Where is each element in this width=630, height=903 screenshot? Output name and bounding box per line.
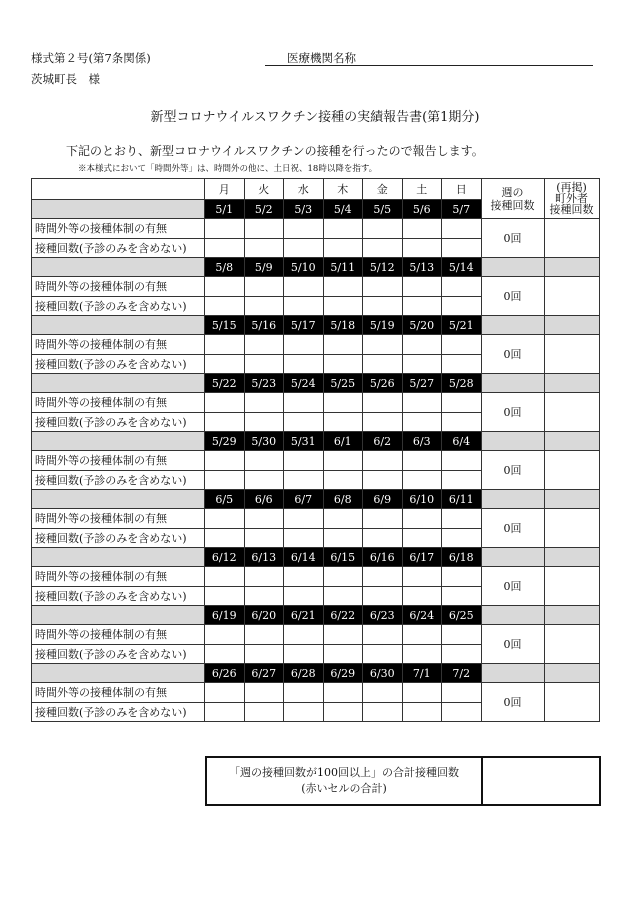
date-cell: 5/21 bbox=[442, 316, 482, 335]
after-hours-cell[interactable] bbox=[363, 451, 403, 471]
count-cell[interactable] bbox=[442, 528, 482, 548]
count-cell[interactable] bbox=[244, 412, 284, 432]
after-hours-label: 時間外等の接種体制の有無 bbox=[32, 683, 205, 703]
count-cell[interactable] bbox=[284, 296, 324, 316]
date-cell: 6/29 bbox=[323, 664, 363, 683]
count-cell[interactable] bbox=[402, 644, 442, 664]
week-total-cell: 0回 bbox=[481, 509, 544, 548]
after-hours-cell[interactable] bbox=[244, 219, 284, 239]
date-cell: 6/6 bbox=[244, 490, 284, 509]
count-cell[interactable] bbox=[284, 644, 324, 664]
count-cell[interactable] bbox=[205, 586, 245, 606]
after-hours-cell[interactable] bbox=[363, 335, 403, 355]
after-hours-cell[interactable] bbox=[244, 335, 284, 355]
shaded-cell bbox=[481, 490, 544, 509]
after-hours-cell[interactable] bbox=[323, 625, 363, 645]
count-cell[interactable] bbox=[244, 354, 284, 374]
note-text: ※本様式において「時間外等」は、時間外の他に、土日祝、18時以降を指す。 bbox=[78, 164, 378, 174]
week-count-header bbox=[481, 179, 544, 219]
form-number: 様式第２号(第7条関係) bbox=[31, 51, 151, 65]
count-label: 接種回数(予診のみを含めない) bbox=[32, 586, 205, 606]
count-cell[interactable] bbox=[244, 586, 284, 606]
shaded-cell bbox=[481, 606, 544, 625]
outside-town-count-cell[interactable] bbox=[544, 683, 599, 722]
count-cell[interactable] bbox=[402, 296, 442, 316]
shaded-cell bbox=[32, 316, 205, 335]
shaded-cell bbox=[32, 664, 205, 683]
week-count-header-line: 週の bbox=[501, 185, 524, 199]
count-cell[interactable] bbox=[402, 470, 442, 490]
after-hours-cell[interactable] bbox=[284, 277, 324, 297]
count-cell[interactable] bbox=[442, 238, 482, 258]
day-header: 水 bbox=[284, 179, 324, 200]
date-cell: 6/7 bbox=[284, 490, 324, 509]
date-cell: 5/31 bbox=[284, 432, 324, 451]
week-count-header-line: 接種回数 bbox=[490, 198, 535, 212]
after-hours-cell[interactable] bbox=[205, 393, 245, 413]
after-hours-label: 時間外等の接種体制の有無 bbox=[32, 509, 205, 529]
date-row bbox=[32, 258, 600, 277]
date-cell: 6/4 bbox=[442, 432, 482, 451]
after-hours-cell[interactable] bbox=[244, 393, 284, 413]
date-cell: 5/8 bbox=[205, 258, 245, 277]
after-hours-cell[interactable] bbox=[284, 683, 324, 703]
count-cell[interactable] bbox=[442, 354, 482, 374]
after-hours-cell[interactable] bbox=[284, 625, 324, 645]
after-hours-cell[interactable] bbox=[363, 683, 403, 703]
shaded-cell bbox=[32, 432, 205, 451]
date-cell: 6/11 bbox=[442, 490, 482, 509]
shaded-cell bbox=[32, 606, 205, 625]
count-label: 接種回数(予診のみを含めない) bbox=[32, 238, 205, 258]
day-header: 火 bbox=[244, 179, 284, 200]
date-cell: 5/30 bbox=[244, 432, 284, 451]
after-hours-cell[interactable] bbox=[284, 335, 324, 355]
count-cell[interactable] bbox=[363, 412, 403, 432]
week-total-cell: 0回 bbox=[481, 625, 544, 664]
count-cell[interactable] bbox=[323, 354, 363, 374]
day-header: 土 bbox=[402, 179, 442, 200]
day-header: 木 bbox=[323, 179, 363, 200]
date-cell: 6/10 bbox=[402, 490, 442, 509]
date-cell: 5/11 bbox=[323, 258, 363, 277]
after-hours-cell[interactable] bbox=[284, 451, 324, 471]
count-cell[interactable] bbox=[442, 296, 482, 316]
date-cell: 5/29 bbox=[205, 432, 245, 451]
outside-town-header-line: 接種回数 bbox=[549, 203, 594, 216]
week-total-cell: 0回 bbox=[481, 683, 544, 722]
count-cell[interactable] bbox=[402, 354, 442, 374]
count-cell[interactable] bbox=[205, 702, 245, 722]
count-cell[interactable] bbox=[402, 586, 442, 606]
after-hours-cell[interactable] bbox=[442, 277, 482, 297]
date-cell: 6/30 bbox=[363, 664, 403, 683]
after-hours-cell[interactable] bbox=[402, 219, 442, 239]
shaded-cell bbox=[481, 548, 544, 567]
date-cell: 5/3 bbox=[284, 200, 324, 219]
day-header: 金 bbox=[363, 179, 403, 200]
after-hours-cell[interactable] bbox=[244, 683, 284, 703]
count-label: 接種回数(予診のみを含めない) bbox=[32, 470, 205, 490]
date-cell: 6/26 bbox=[205, 664, 245, 683]
after-hours-label: 時間外等の接種体制の有無 bbox=[32, 625, 205, 645]
after-hours-cell[interactable] bbox=[442, 567, 482, 587]
shaded-cell bbox=[481, 258, 544, 277]
date-row bbox=[32, 316, 600, 335]
count-cell[interactable] bbox=[244, 644, 284, 664]
date-cell: 5/24 bbox=[284, 374, 324, 393]
after-hours-cell[interactable] bbox=[323, 219, 363, 239]
after-hours-cell[interactable] bbox=[442, 683, 482, 703]
after-hours-cell[interactable] bbox=[244, 277, 284, 297]
after-hours-cell[interactable] bbox=[323, 683, 363, 703]
shaded-cell bbox=[544, 316, 599, 335]
after-hours-cell[interactable] bbox=[363, 277, 403, 297]
after-hours-row bbox=[32, 393, 600, 413]
after-hours-cell[interactable] bbox=[442, 451, 482, 471]
count-cell[interactable] bbox=[323, 702, 363, 722]
date-cell: 5/4 bbox=[323, 200, 363, 219]
shaded-cell bbox=[32, 200, 205, 219]
count-cell[interactable] bbox=[205, 470, 245, 490]
count-cell[interactable] bbox=[323, 586, 363, 606]
shaded-cell bbox=[544, 664, 599, 683]
after-hours-cell[interactable] bbox=[205, 625, 245, 645]
date-cell: 5/2 bbox=[244, 200, 284, 219]
header-row bbox=[32, 179, 600, 200]
date-cell: 6/9 bbox=[363, 490, 403, 509]
count-label: 接種回数(予診のみを含めない) bbox=[32, 412, 205, 432]
shaded-cell bbox=[32, 490, 205, 509]
after-hours-cell[interactable] bbox=[205, 509, 245, 529]
after-hours-cell[interactable] bbox=[284, 509, 324, 529]
date-cell: 6/28 bbox=[284, 664, 324, 683]
count-cell[interactable] bbox=[284, 702, 324, 722]
count-cell[interactable] bbox=[205, 644, 245, 664]
after-hours-cell[interactable] bbox=[402, 683, 442, 703]
after-hours-cell[interactable] bbox=[442, 393, 482, 413]
date-cell: 5/18 bbox=[323, 316, 363, 335]
after-hours-cell[interactable] bbox=[442, 219, 482, 239]
date-cell: 6/2 bbox=[363, 432, 403, 451]
date-cell: 6/22 bbox=[323, 606, 363, 625]
date-row bbox=[32, 374, 600, 393]
count-cell[interactable] bbox=[205, 528, 245, 548]
after-hours-cell[interactable] bbox=[442, 625, 482, 645]
outside-town-count-cell[interactable] bbox=[544, 335, 599, 374]
after-hours-label: 時間外等の接種体制の有無 bbox=[32, 277, 205, 297]
date-cell: 6/5 bbox=[205, 490, 245, 509]
after-hours-row bbox=[32, 335, 600, 355]
day-header: 月 bbox=[205, 179, 245, 200]
count-cell[interactable] bbox=[402, 528, 442, 548]
intro-text: 下記のとおり、新型コロナウイルスワクチンの接種を行ったので報告します。 bbox=[66, 144, 484, 158]
outside-town-count-cell[interactable] bbox=[544, 509, 599, 548]
after-hours-cell[interactable] bbox=[205, 683, 245, 703]
after-hours-cell[interactable] bbox=[205, 277, 245, 297]
date-cell: 5/1 bbox=[205, 200, 245, 219]
shaded-cell bbox=[481, 316, 544, 335]
shaded-cell bbox=[32, 374, 205, 393]
count-cell[interactable] bbox=[284, 528, 324, 548]
count-cell[interactable] bbox=[363, 702, 403, 722]
date-cell: 6/23 bbox=[363, 606, 403, 625]
count-cell[interactable] bbox=[363, 528, 403, 548]
count-cell[interactable] bbox=[323, 644, 363, 664]
outside-town-count-cell[interactable] bbox=[544, 393, 599, 432]
date-cell: 5/13 bbox=[402, 258, 442, 277]
after-hours-cell[interactable] bbox=[244, 451, 284, 471]
after-hours-cell[interactable] bbox=[323, 335, 363, 355]
date-cell: 6/12 bbox=[205, 548, 245, 567]
after-hours-label: 時間外等の接種体制の有無 bbox=[32, 567, 205, 587]
outside-town-header-line: 町外者 bbox=[555, 192, 588, 205]
count-cell[interactable] bbox=[205, 238, 245, 258]
date-cell: 5/28 bbox=[442, 374, 482, 393]
institution-name-field[interactable] bbox=[265, 50, 593, 66]
count-cell[interactable] bbox=[363, 586, 403, 606]
date-cell: 5/12 bbox=[363, 258, 403, 277]
date-cell: 5/25 bbox=[323, 374, 363, 393]
after-hours-row bbox=[32, 277, 600, 297]
date-cell: 6/15 bbox=[323, 548, 363, 567]
outside-town-header-line: (再掲) bbox=[556, 181, 587, 194]
date-cell: 5/27 bbox=[402, 374, 442, 393]
after-hours-cell[interactable] bbox=[363, 219, 403, 239]
after-hours-row bbox=[32, 625, 600, 645]
addressee: 茨城町長 様 bbox=[31, 72, 100, 86]
date-cell: 7/2 bbox=[442, 664, 482, 683]
shaded-cell bbox=[544, 432, 599, 451]
date-cell: 6/8 bbox=[323, 490, 363, 509]
date-cell: 5/26 bbox=[363, 374, 403, 393]
count-cell[interactable] bbox=[284, 412, 324, 432]
after-hours-cell[interactable] bbox=[402, 625, 442, 645]
count-cell[interactable] bbox=[363, 238, 403, 258]
after-hours-cell[interactable] bbox=[402, 335, 442, 355]
week-total-cell: 0回 bbox=[481, 567, 544, 606]
date-cell: 6/3 bbox=[402, 432, 442, 451]
after-hours-cell[interactable] bbox=[244, 567, 284, 587]
count-cell[interactable] bbox=[244, 702, 284, 722]
count-cell[interactable] bbox=[323, 238, 363, 258]
count-cell[interactable] bbox=[284, 470, 324, 490]
date-cell: 5/15 bbox=[205, 316, 245, 335]
shaded-cell bbox=[544, 258, 599, 277]
date-cell: 6/25 bbox=[442, 606, 482, 625]
summary-label bbox=[206, 757, 482, 805]
header-blank bbox=[32, 179, 205, 200]
date-cell: 5/16 bbox=[244, 316, 284, 335]
after-hours-cell[interactable] bbox=[363, 393, 403, 413]
day-header: 日 bbox=[442, 179, 482, 200]
after-hours-cell[interactable] bbox=[205, 219, 245, 239]
date-row bbox=[32, 664, 600, 683]
date-cell: 6/18 bbox=[442, 548, 482, 567]
after-hours-cell[interactable] bbox=[323, 567, 363, 587]
count-cell[interactable] bbox=[442, 702, 482, 722]
shaded-cell bbox=[32, 548, 205, 567]
after-hours-cell[interactable] bbox=[284, 393, 324, 413]
after-hours-cell[interactable] bbox=[323, 393, 363, 413]
week-total-cell: 0回 bbox=[481, 335, 544, 374]
after-hours-row bbox=[32, 567, 600, 587]
shaded-cell bbox=[544, 548, 599, 567]
after-hours-row bbox=[32, 219, 600, 239]
after-hours-cell[interactable] bbox=[244, 509, 284, 529]
date-cell: 5/23 bbox=[244, 374, 284, 393]
count-label: 接種回数(予診のみを含めない) bbox=[32, 296, 205, 316]
after-hours-cell[interactable] bbox=[363, 567, 403, 587]
date-cell: 6/13 bbox=[244, 548, 284, 567]
count-cell[interactable] bbox=[323, 412, 363, 432]
outside-town-count-cell[interactable] bbox=[544, 277, 599, 316]
after-hours-cell[interactable] bbox=[205, 567, 245, 587]
after-hours-cell[interactable] bbox=[323, 451, 363, 471]
date-cell: 5/22 bbox=[205, 374, 245, 393]
outside-town-count-cell[interactable] bbox=[544, 567, 599, 606]
summary-value-cell[interactable] bbox=[482, 757, 600, 805]
after-hours-cell[interactable] bbox=[402, 567, 442, 587]
count-cell[interactable] bbox=[205, 354, 245, 374]
week-total-cell: 0回 bbox=[481, 219, 544, 258]
after-hours-cell[interactable] bbox=[402, 451, 442, 471]
count-cell[interactable] bbox=[323, 470, 363, 490]
count-cell[interactable] bbox=[442, 412, 482, 432]
outside-town-count-cell[interactable] bbox=[544, 219, 599, 258]
count-cell[interactable] bbox=[284, 238, 324, 258]
count-cell[interactable] bbox=[323, 528, 363, 548]
date-cell: 5/19 bbox=[363, 316, 403, 335]
after-hours-row bbox=[32, 451, 600, 471]
count-cell[interactable] bbox=[442, 470, 482, 490]
after-hours-cell[interactable] bbox=[402, 509, 442, 529]
date-cell: 7/1 bbox=[402, 664, 442, 683]
date-row bbox=[32, 606, 600, 625]
shaded-cell bbox=[544, 374, 599, 393]
date-cell: 6/16 bbox=[363, 548, 403, 567]
after-hours-cell[interactable] bbox=[363, 509, 403, 529]
date-cell: 5/5 bbox=[363, 200, 403, 219]
date-cell: 6/24 bbox=[402, 606, 442, 625]
count-cell[interactable] bbox=[323, 296, 363, 316]
count-label: 接種回数(予診のみを含めない) bbox=[32, 528, 205, 548]
outside-town-count-cell[interactable] bbox=[544, 451, 599, 490]
after-hours-label: 時間外等の接種体制の有無 bbox=[32, 335, 205, 355]
count-cell[interactable] bbox=[244, 296, 284, 316]
week-total-cell: 0回 bbox=[481, 451, 544, 490]
count-cell[interactable] bbox=[402, 238, 442, 258]
date-row bbox=[32, 432, 600, 451]
document-title: 新型コロナウイルスワクチン接種の実績報告書(第1期分) bbox=[150, 110, 480, 125]
count-cell[interactable] bbox=[244, 528, 284, 548]
after-hours-cell[interactable] bbox=[363, 625, 403, 645]
after-hours-cell[interactable] bbox=[205, 451, 245, 471]
count-cell[interactable] bbox=[284, 586, 324, 606]
count-cell[interactable] bbox=[363, 354, 403, 374]
date-cell: 6/1 bbox=[323, 432, 363, 451]
report-table bbox=[31, 178, 600, 722]
count-label: 接種回数(予診のみを含めない) bbox=[32, 702, 205, 722]
after-hours-cell[interactable] bbox=[205, 335, 245, 355]
after-hours-cell[interactable] bbox=[244, 625, 284, 645]
after-hours-cell[interactable] bbox=[402, 393, 442, 413]
after-hours-label: 時間外等の接種体制の有無 bbox=[32, 393, 205, 413]
shaded-cell bbox=[544, 490, 599, 509]
after-hours-label: 時間外等の接種体制の有無 bbox=[32, 219, 205, 239]
after-hours-cell[interactable] bbox=[284, 567, 324, 587]
date-cell: 5/10 bbox=[284, 258, 324, 277]
summary-table bbox=[205, 756, 601, 806]
date-cell: 6/19 bbox=[205, 606, 245, 625]
after-hours-cell[interactable] bbox=[284, 219, 324, 239]
date-row bbox=[32, 490, 600, 509]
count-cell[interactable] bbox=[402, 412, 442, 432]
date-cell: 6/27 bbox=[244, 664, 284, 683]
date-cell: 5/7 bbox=[442, 200, 482, 219]
outside-town-header bbox=[544, 179, 599, 219]
date-cell: 5/9 bbox=[244, 258, 284, 277]
after-hours-cell[interactable] bbox=[323, 509, 363, 529]
date-cell: 6/14 bbox=[284, 548, 324, 567]
date-row bbox=[32, 548, 600, 567]
date-cell: 6/17 bbox=[402, 548, 442, 567]
after-hours-cell[interactable] bbox=[442, 335, 482, 355]
count-cell[interactable] bbox=[402, 702, 442, 722]
date-cell: 5/14 bbox=[442, 258, 482, 277]
week-total-cell: 0回 bbox=[481, 393, 544, 432]
count-cell[interactable] bbox=[363, 296, 403, 316]
date-cell: 5/6 bbox=[402, 200, 442, 219]
shaded-cell bbox=[481, 664, 544, 683]
count-cell[interactable] bbox=[442, 644, 482, 664]
count-cell[interactable] bbox=[205, 412, 245, 432]
after-hours-label: 時間外等の接種体制の有無 bbox=[32, 451, 205, 471]
after-hours-cell[interactable] bbox=[442, 509, 482, 529]
shaded-cell bbox=[481, 374, 544, 393]
count-cell[interactable] bbox=[363, 470, 403, 490]
after-hours-cell[interactable] bbox=[323, 277, 363, 297]
date-cell: 6/20 bbox=[244, 606, 284, 625]
shaded-cell bbox=[32, 258, 205, 277]
after-hours-cell[interactable] bbox=[402, 277, 442, 297]
institution-name-label: 医療機関名称 bbox=[287, 51, 356, 65]
count-cell[interactable] bbox=[205, 296, 245, 316]
date-cell: 5/20 bbox=[402, 316, 442, 335]
count-label: 接種回数(予診のみを含めない) bbox=[32, 644, 205, 664]
count-cell[interactable] bbox=[244, 470, 284, 490]
after-hours-row bbox=[32, 683, 600, 703]
shaded-cell bbox=[544, 606, 599, 625]
count-cell[interactable] bbox=[284, 354, 324, 374]
count-cell[interactable] bbox=[363, 644, 403, 664]
after-hours-row bbox=[32, 509, 600, 529]
summary-label-line2: (赤いセルの合計) bbox=[301, 782, 387, 795]
shaded-cell bbox=[481, 432, 544, 451]
week-total-cell: 0回 bbox=[481, 277, 544, 316]
count-cell[interactable] bbox=[244, 238, 284, 258]
summary-label-line1: 「週の接種回数が100回以上」の合計接種回数 bbox=[229, 766, 459, 779]
count-cell[interactable] bbox=[442, 586, 482, 606]
date-cell: 6/21 bbox=[284, 606, 324, 625]
count-label: 接種回数(予診のみを含めない) bbox=[32, 354, 205, 374]
date-cell: 5/17 bbox=[284, 316, 324, 335]
outside-town-count-cell[interactable] bbox=[544, 625, 599, 664]
